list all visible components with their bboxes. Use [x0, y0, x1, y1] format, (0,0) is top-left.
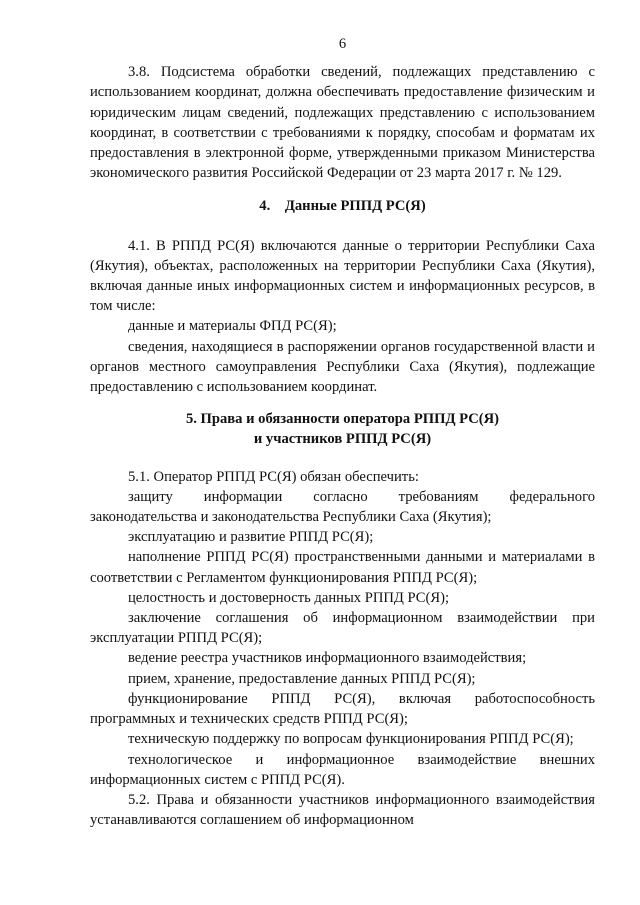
- section-4-heading: 4. Данные РППД РС(Я): [259, 198, 426, 215]
- list-item: целостность и достоверность данных РППД РС(Я);: [128, 589, 450, 606]
- list-item: заключение соглашения об информационном взаимодействии при эксплуатации РППД РС(Я);: [90, 610, 595, 647]
- section-5-body: [90, 467, 595, 831]
- list-item: наполнение РППД РС(Я) пространственными данными и материалами в соответствии с Регламентом функционирования РППД РС(Я);: [90, 549, 595, 586]
- list-item: ведение реестра участников информационного взаимодействия;: [128, 650, 527, 667]
- paragraph-4-1-item-1: данные и материалы ФПД РС(Я);: [128, 318, 337, 335]
- paragraph-4-1-item-2: сведения, находящиеся в распоряжении органов государственной власти и органов местного самоуправления Республики Саха (Якутия), подлежащие предоставлению с использованием координат.: [90, 338, 595, 396]
- document-page: [90, 34, 595, 830]
- paragraph-5-1: 5.1. Оператор РППД РС(Я) обязан обеспечить:: [128, 468, 419, 485]
- section-5-heading: [90, 409, 595, 449]
- list-item: эксплуатацию и развитие РППД РС(Я);: [128, 529, 374, 546]
- list-item: защиту информации согласно требованиям федерального законодательства и законодательства Республики Саха (Якутия);: [90, 488, 595, 526]
- section-5-heading-line-2: и участников РППД РС(Я): [253, 431, 432, 448]
- paragraph-3-8: 3.8. Подсистема обработки сведений, подлежащих представлению с использованием координат, должна обеспечивать предоставление физическим и юридическим лицам сведений, подлежащих представлению с использованием координат, в соответствии с требованиями к порядку, способам и форматам их предоставления в электронной форме, утвержденными приказом Министерства экономического развития Российской Федерации от 23 марта 2017 г. № 129.: [90, 64, 595, 182]
- list-item: технологическое и информационное взаимодействие внешних информационных систем с РППД РС(Я).: [90, 751, 595, 788]
- list-item: функционирование РППД РС(Я), включая работоспособность программных и технических средств РППД РС(Я);: [90, 690, 595, 728]
- paragraph-5-2: 5.2. Права и обязанности участников информационного взаимодействия устанавливаются соглашением об информационном: [90, 791, 595, 829]
- section-5-heading-line-1: 5. Права и обязанности оператора РППД РС(Я): [185, 411, 500, 428]
- paragraph-4-1: 4.1. В РППД РС(Я) включаются данные о территории Республики Саха (Якутия), объектах, расположенных на территории Республики Саха (Якутия), включая данные иных информационных систем и информационных ресурсов, в том числе:: [90, 237, 595, 315]
- list-item: прием, хранение, предоставление данных РППД РС(Я);: [128, 670, 476, 687]
- page-number: 6: [338, 36, 347, 52]
- list-item: техническую поддержку по вопросам функционирования РППД РС(Я);: [128, 731, 574, 748]
